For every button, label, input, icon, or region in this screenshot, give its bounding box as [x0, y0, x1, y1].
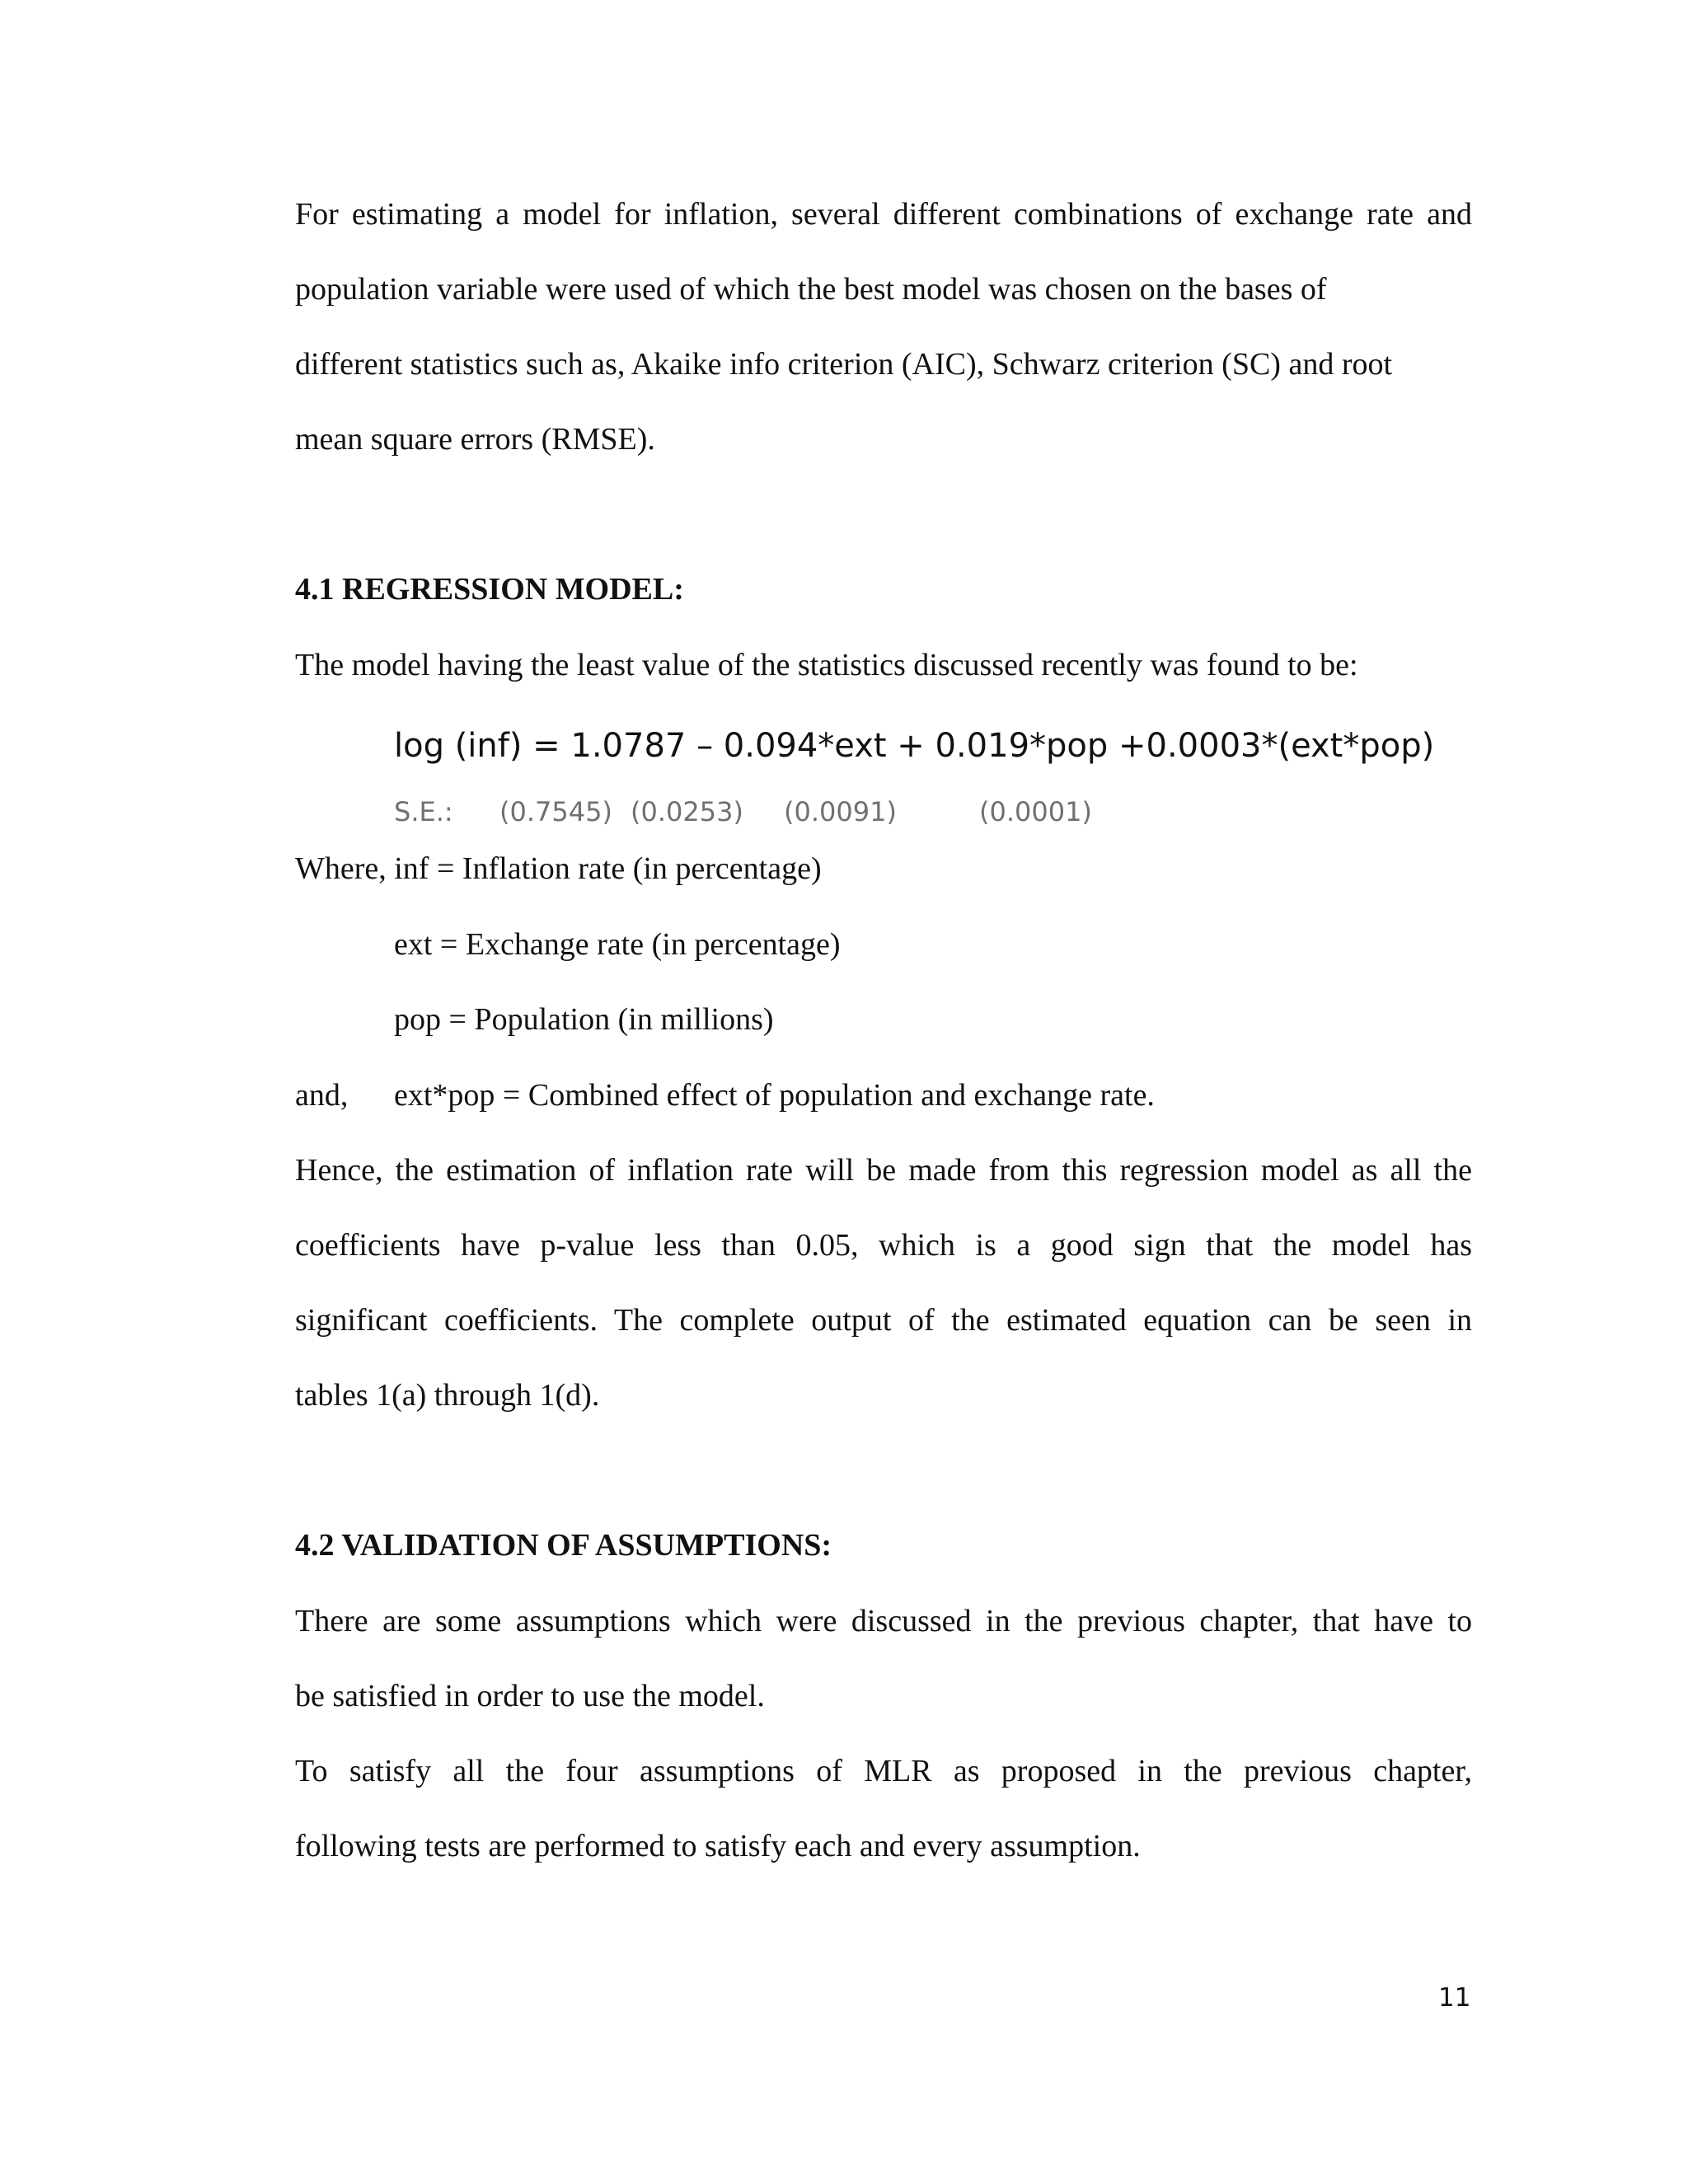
assumptions-line-2: be satisfied in order to use the model.: [295, 1679, 765, 1713]
standard-error-intercept: (0.7545): [499, 796, 612, 827]
definition-inf: Where, inf = Inflation rate (in percentage): [295, 851, 822, 886]
standard-errors-row: [0, 793, 1688, 831]
conclusion-line-1: Hence, the estimation of inflation rate will be made from this regression model as all the: [295, 1153, 1472, 1188]
standard-error-ext: (0.0253): [631, 796, 743, 827]
conclusion-line-2: coefficients have p-value less than 0.05, which is a good sign that the model has: [295, 1228, 1472, 1263]
section-heading-regression-model: 4.1 REGRESSION MODEL:: [295, 572, 684, 607]
regression-equation: log (inf) = 1.0787 – 0.094*ext + 0.019*pop +0.0003*(ext*pop): [394, 727, 1435, 765]
standard-errors-label: S.E.:: [394, 796, 453, 827]
definition-ext: ext = Exchange rate (in percentage): [394, 927, 841, 962]
standard-error-interaction: (0.0001): [979, 796, 1092, 827]
conclusion-line-4: tables 1(a) through 1(d).: [295, 1378, 600, 1413]
page-number: 11: [1438, 1983, 1471, 2013]
model-lead-sentence: The model having the least value of the statistics discussed recently was found to be:: [295, 648, 1358, 682]
section-heading-validation-of-assumptions: 4.2 VALIDATION OF ASSUMPTIONS:: [295, 1528, 832, 1563]
intro-line-3: different statistics such as, Akaike info criterion (AIC), Schwarz criterion (SC) and root: [295, 347, 1393, 382]
standard-error-pop: (0.0091): [784, 796, 897, 827]
assumptions-line-1: There are some assumptions which were discussed in the previous chapter, that have to: [295, 1604, 1472, 1638]
tests-line-1: To satisfy all the four assumptions of MLR as proposed in the previous chapter,: [295, 1754, 1472, 1788]
tests-line-2: following tests are performed to satisfy each and every assumption.: [295, 1829, 1141, 1863]
definition-and-label: and,: [295, 1078, 349, 1113]
intro-line-1: For estimating a model for inflation, several different combinations of exchange rate and: [295, 197, 1472, 232]
intro-line-4: mean square errors (RMSE).: [295, 422, 655, 457]
definition-ext-pop: ext*pop = Combined effect of population and exchange rate.: [394, 1078, 1155, 1113]
conclusion-line-3: significant coefficients. The complete output of the estimated equation can be seen in: [295, 1303, 1472, 1338]
definition-pop: pop = Population (in millions): [394, 1002, 774, 1037]
intro-line-2: population variable were used of which the best model was chosen on the bases of: [295, 272, 1327, 307]
